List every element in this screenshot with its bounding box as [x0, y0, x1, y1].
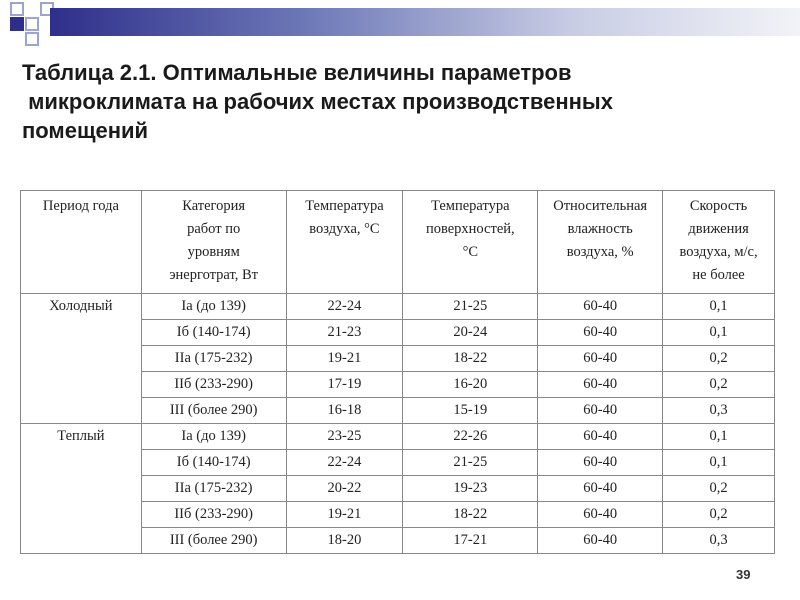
table-cell: 60-40	[538, 320, 663, 346]
table-cell: 0,1	[663, 424, 775, 450]
table-cell: 60-40	[538, 424, 663, 450]
table-cell: 18-22	[403, 346, 538, 372]
table-cell: 19-23	[403, 476, 538, 502]
column-header-line: влажность	[567, 221, 633, 237]
table-cell: 18-22	[403, 502, 538, 528]
table-cell: 21-25	[403, 294, 538, 320]
column-header-line: Температура	[431, 198, 510, 214]
table-cell: 21-23	[286, 320, 403, 346]
header-gradient-bar	[50, 8, 800, 36]
column-header-line: Категория	[182, 198, 246, 214]
table-cell: 18-20	[286, 528, 403, 554]
decor-square	[10, 2, 24, 16]
table-cell: 20-24	[403, 320, 538, 346]
column-header	[141, 191, 286, 294]
column-header-line: воздуха, %	[566, 244, 634, 260]
column-header	[21, 191, 142, 294]
table-cell: 16-20	[403, 372, 538, 398]
table-cell: IIб (233-290)	[141, 372, 286, 398]
column-header-line: Относительная	[553, 198, 648, 214]
table-cell: 21-25	[403, 450, 538, 476]
column-header-line: энерготрат, Вт	[169, 267, 258, 283]
table-cell: IIа (175-232)	[141, 476, 286, 502]
table-cell: 0,2	[663, 502, 775, 528]
table-row	[21, 294, 775, 320]
table-cell: 0,2	[663, 346, 775, 372]
table-cell: 17-19	[286, 372, 403, 398]
table-cell: 60-40	[538, 528, 663, 554]
table-cell: 19-21	[286, 346, 403, 372]
column-header-line: Скорость	[689, 198, 748, 214]
table-cell: 60-40	[538, 502, 663, 528]
slide-title	[22, 58, 762, 145]
title-line: помещений	[22, 118, 149, 143]
period-cell: Теплый	[21, 424, 142, 554]
column-header	[663, 191, 775, 294]
table-cell: 17-21	[403, 528, 538, 554]
column-header-line: воздуха, °С	[309, 221, 380, 237]
column-header	[538, 191, 663, 294]
column-header-line: не более	[692, 267, 745, 283]
column-header-line: Период года	[42, 198, 119, 214]
column-header	[403, 191, 538, 294]
decor-square	[25, 17, 39, 31]
table-cell: III (более 290)	[141, 528, 286, 554]
period-cell: Холодный	[21, 294, 142, 424]
table-cell: 0,1	[663, 320, 775, 346]
table-cell: 60-40	[538, 346, 663, 372]
title-line: Таблица 2.1. Оптимальные величины параметров	[22, 60, 572, 85]
table-cell: 23-25	[286, 424, 403, 450]
table-cell: 19-21	[286, 502, 403, 528]
column-header-line: Температура	[305, 198, 384, 214]
column-header-line: движения	[688, 221, 749, 237]
column-header-line: уровням	[187, 244, 240, 260]
table-cell: 0,1	[663, 294, 775, 320]
column-header-line: работ по	[187, 221, 241, 237]
table-cell: Iб (140-174)	[141, 320, 286, 346]
header-row	[21, 191, 775, 294]
column-header-line: поверхностей,	[425, 221, 515, 237]
table-cell: Iб (140-174)	[141, 450, 286, 476]
table-cell: IIа (175-232)	[141, 346, 286, 372]
table-cell: 60-40	[538, 372, 663, 398]
column-header-line: воздуха, м/с,	[679, 244, 758, 260]
table-cell: 22-24	[286, 294, 403, 320]
table-cell: 60-40	[538, 476, 663, 502]
decor-square	[25, 32, 39, 46]
title-line: микроклимата на рабочих местах производственных	[22, 89, 613, 114]
table-cell: 0,3	[663, 528, 775, 554]
table-cell: 0,2	[663, 372, 775, 398]
table-cell: 15-19	[403, 398, 538, 424]
table-cell: 22-24	[286, 450, 403, 476]
table-cell: 60-40	[538, 398, 663, 424]
table-cell: Iа (до 139)	[141, 424, 286, 450]
column-header-line: °С	[462, 244, 479, 260]
table-cell: 16-18	[286, 398, 403, 424]
table-cell: 60-40	[538, 294, 663, 320]
table-cell: III (более 290)	[141, 398, 286, 424]
table-cell: 60-40	[538, 450, 663, 476]
decor-square-filled	[10, 17, 24, 31]
table-cell: 0,1	[663, 450, 775, 476]
slide-header-decoration	[0, 0, 800, 50]
microclimate-table	[20, 190, 775, 554]
column-header	[286, 191, 403, 294]
table-cell: Iа (до 139)	[141, 294, 286, 320]
table-cell: 0,2	[663, 476, 775, 502]
page-number: 39	[736, 567, 751, 582]
table-cell: 20-22	[286, 476, 403, 502]
table-row	[21, 424, 775, 450]
table-cell: IIб (233-290)	[141, 502, 286, 528]
table-cell: 22-26	[403, 424, 538, 450]
table-cell: 0,3	[663, 398, 775, 424]
